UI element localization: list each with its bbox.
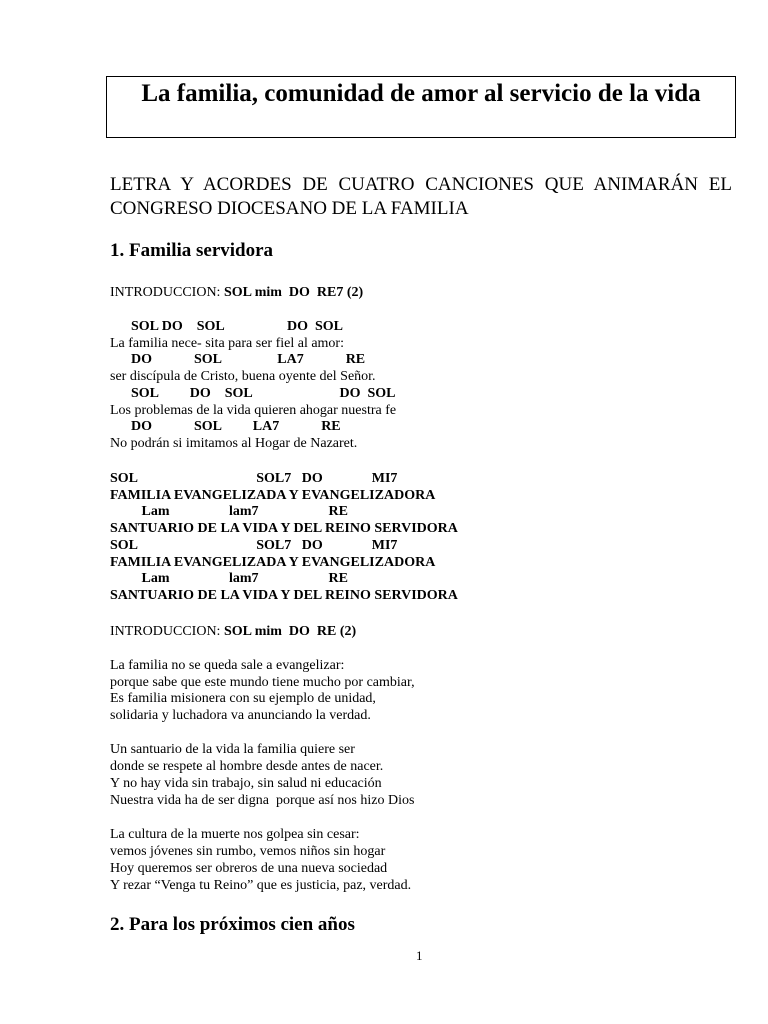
chorus-chord-line: Lam lam7 RE <box>110 504 348 519</box>
intro-chords: SOL mim DO RE7 (2) <box>223 285 364 300</box>
lyric-line: La familia no se queda sale a evangelizar: <box>110 658 345 673</box>
intro-label: INTRODUCCION: <box>110 624 224 639</box>
chord-line: DO SOL LA7 RE <box>110 419 341 434</box>
chorus-lyric-line: FAMILIA EVANGELIZADA Y EVANGELIZADORA <box>110 488 436 503</box>
song-1-heading: 1. Familia servidora <box>110 240 274 261</box>
chord-line: SOL DO SOL DO SOL <box>110 386 396 401</box>
intro-line-2 <box>110 624 356 640</box>
intro-line-1 <box>110 285 363 301</box>
page-number: 1 <box>416 948 423 963</box>
chord-line: SOL DO SOL DO SOL <box>110 319 343 334</box>
chord-line: DO SOL LA7 RE <box>110 352 366 367</box>
chorus-lyric-line: SANTUARIO DE LA VIDA Y DEL REINO SERVIDORA <box>110 521 458 536</box>
lyric-line: Los problemas de la vida quieren ahogar nuestra fe <box>110 403 397 418</box>
lyric-line: ser discípula de Cristo, buena oyente del Señor. <box>110 369 376 384</box>
lyric-line: No podrán si imitamos al Hogar de Nazaret. <box>110 436 358 451</box>
intro-label: INTRODUCCION: <box>110 285 224 300</box>
document-subtitle: LETRA Y ACORDES DE CUATRO CANCIONES QUE ANIMARÁN EL CONGRESO DIOCESANO DE LA FAMILIA <box>110 174 732 219</box>
lyric-line: La familia nece- sita para ser fiel al amor: <box>110 336 344 351</box>
lyric-line: La cultura de la muerte nos golpea sin cesar: <box>110 827 360 842</box>
chorus-chord-line: SOL SOL7 DO MI7 <box>110 471 398 486</box>
lyric-line: vemos jóvenes sin rumbo, vemos niños sin hogar <box>110 844 386 859</box>
chorus-chord-line: Lam lam7 RE <box>110 571 348 586</box>
lyric-line: Es familia misionera con su ejemplo de unidad, <box>110 691 376 706</box>
intro-chords: SOL mim DO RE (2) <box>223 624 357 639</box>
chorus-lyric-line: FAMILIA EVANGELIZADA Y EVANGELIZADORA <box>110 555 436 570</box>
lyric-line: Y rezar “Venga tu Reino” que es justicia, paz, verdad. <box>110 878 412 893</box>
lyric-line: Un santuario de la vida la familia quiere ser <box>110 742 355 757</box>
lyric-line: Y no hay vida sin trabajo, sin salud ni educación <box>110 776 382 791</box>
lyric-line: donde se respete al hombre desde antes de nacer. <box>110 759 384 774</box>
song-2-heading: 2. Para los próximos cien años <box>110 914 355 935</box>
chorus-lyric-line: SANTUARIO DE LA VIDA Y DEL REINO SERVIDORA <box>110 588 458 603</box>
lyric-line: Hoy queremos ser obreros de una nueva sociedad <box>110 861 388 876</box>
chorus-chord-line: SOL SOL7 DO MI7 <box>110 538 398 553</box>
lyric-line: Nuestra vida ha de ser digna porque así nos hizo Dios <box>110 793 415 808</box>
lyric-line: porque sabe que este mundo tiene mucho por cambiar, <box>110 675 415 690</box>
lyric-line: solidaria y luchadora va anunciando la verdad. <box>110 708 371 723</box>
document-title: La familia, comunidad de amor al servicio de la vida <box>106 76 736 138</box>
